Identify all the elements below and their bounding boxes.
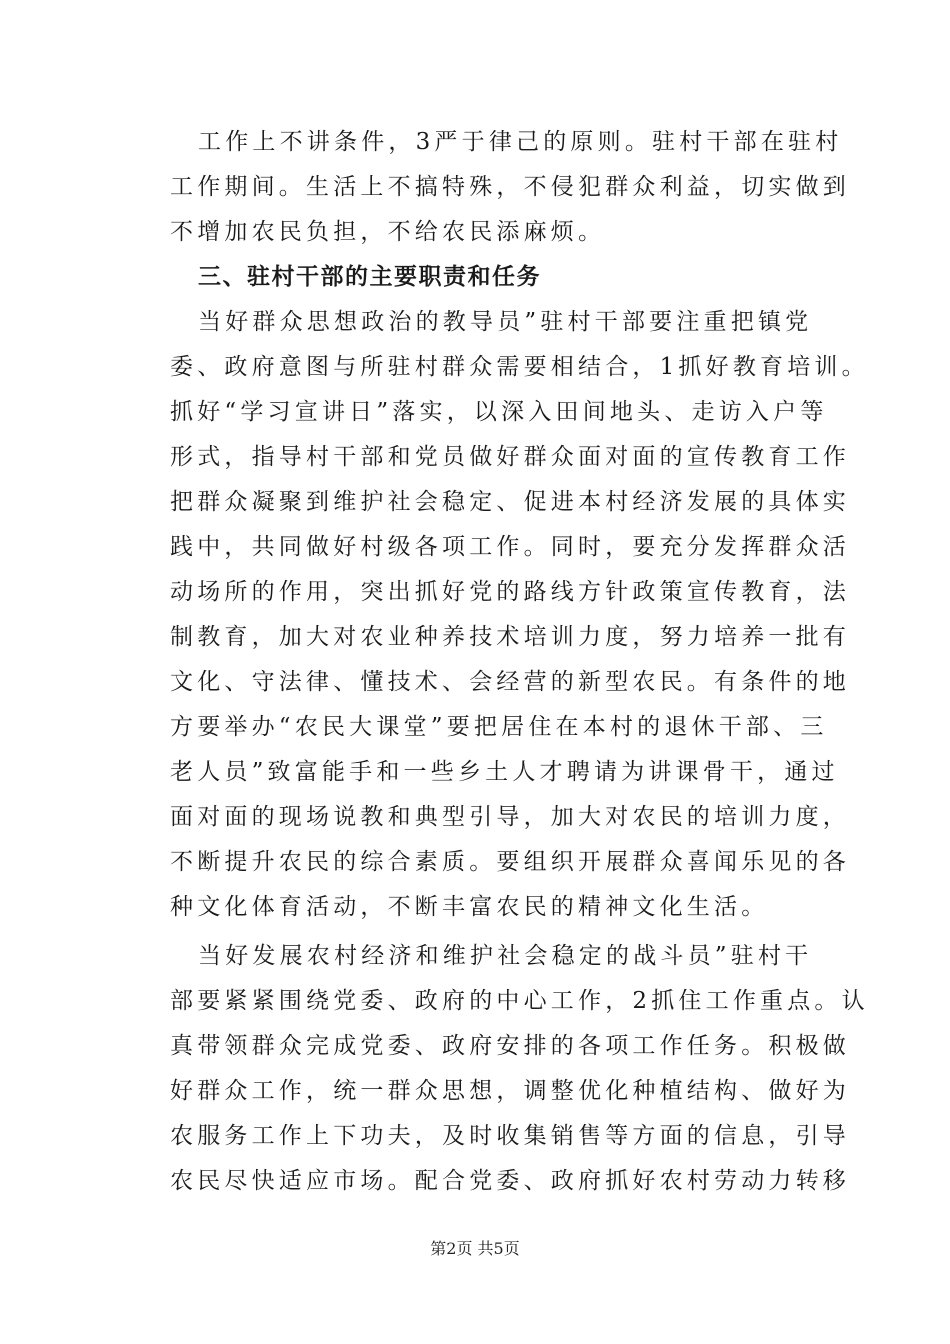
- text-line: 当好发展农村经济和维护社会稳定的战斗员”驻村干: [198, 943, 813, 969]
- text-line: 把群众凝聚到维护社会稳定、促进本村经济发展的具体实: [170, 489, 850, 515]
- text-line: 抓好“学习宣讲日”落实，以深入田间地头、走访入户等: [170, 399, 828, 425]
- text-line: 形式，指导村干部和党员做好群众面对面的宣传教育工作: [170, 444, 850, 470]
- text-line: 文化、守法律、懂技术、会经营的新型农民。有条件的地: [170, 669, 850, 695]
- text-line: 委、政府意图与所驻村群众需要相结合，1抓好教育培训。: [170, 354, 869, 380]
- text-line: 当好群众思想政治的教导员”驻村干部要注重把镇党: [198, 309, 813, 335]
- text-line: 真带领群众完成党委、政府安排的各项工作任务。积极做: [170, 1033, 850, 1059]
- text-line: 不断提升农民的综合素质。要组织开展群众喜闻乐见的各: [170, 849, 850, 875]
- text-line: 农服务工作上下功夫，及时收集销售等方面的信息，引导: [170, 1123, 850, 1149]
- text-line: 方要举办“农民大课堂”要把居住在本村的退休干部、三: [170, 714, 828, 740]
- text-line: 农民尽快适应市场。配合党委、政府抓好农村劳动力转移: [170, 1168, 850, 1194]
- text-line: 制教育，加大对农业种养技术培训力度，努力培养一批有: [170, 624, 850, 650]
- text-line: 工作上不讲条件，3严于律己的原则。驻村干部在驻村: [198, 129, 843, 155]
- text-line: 部要紧紧围绕党委、政府的中心工作，2抓住工作重点。认: [170, 988, 869, 1014]
- text-line: 践中，共同做好村级各项工作。同时，要充分发挥群众活: [170, 534, 850, 560]
- text-line: 工作期间。生活上不搞特殊，不侵犯群众利益，切实做到: [170, 174, 850, 200]
- text-line: 老人员”致富能手和一些乡土人才聘请为讲课骨干，通过: [170, 759, 839, 785]
- text-line: 面对面的现场说教和典型引导，加大对农民的培训力度，: [170, 804, 850, 830]
- section-heading: 三、驻村干部的主要职责和任务: [198, 264, 541, 290]
- text-line: 好群众工作，统一群众思想，调整优化种植结构、做好为: [170, 1078, 850, 1104]
- text-line: 不增加农民负担，不给农民添麻烦。: [170, 219, 606, 245]
- text-line: 种文化体育活动，不断丰富农民的精神文化生活。: [170, 894, 769, 920]
- page-number-footer: 第2页 共5页: [430, 1239, 520, 1258]
- text-line: 动场所的作用，突出抓好党的路线方针政策宣传教育，法: [170, 579, 850, 605]
